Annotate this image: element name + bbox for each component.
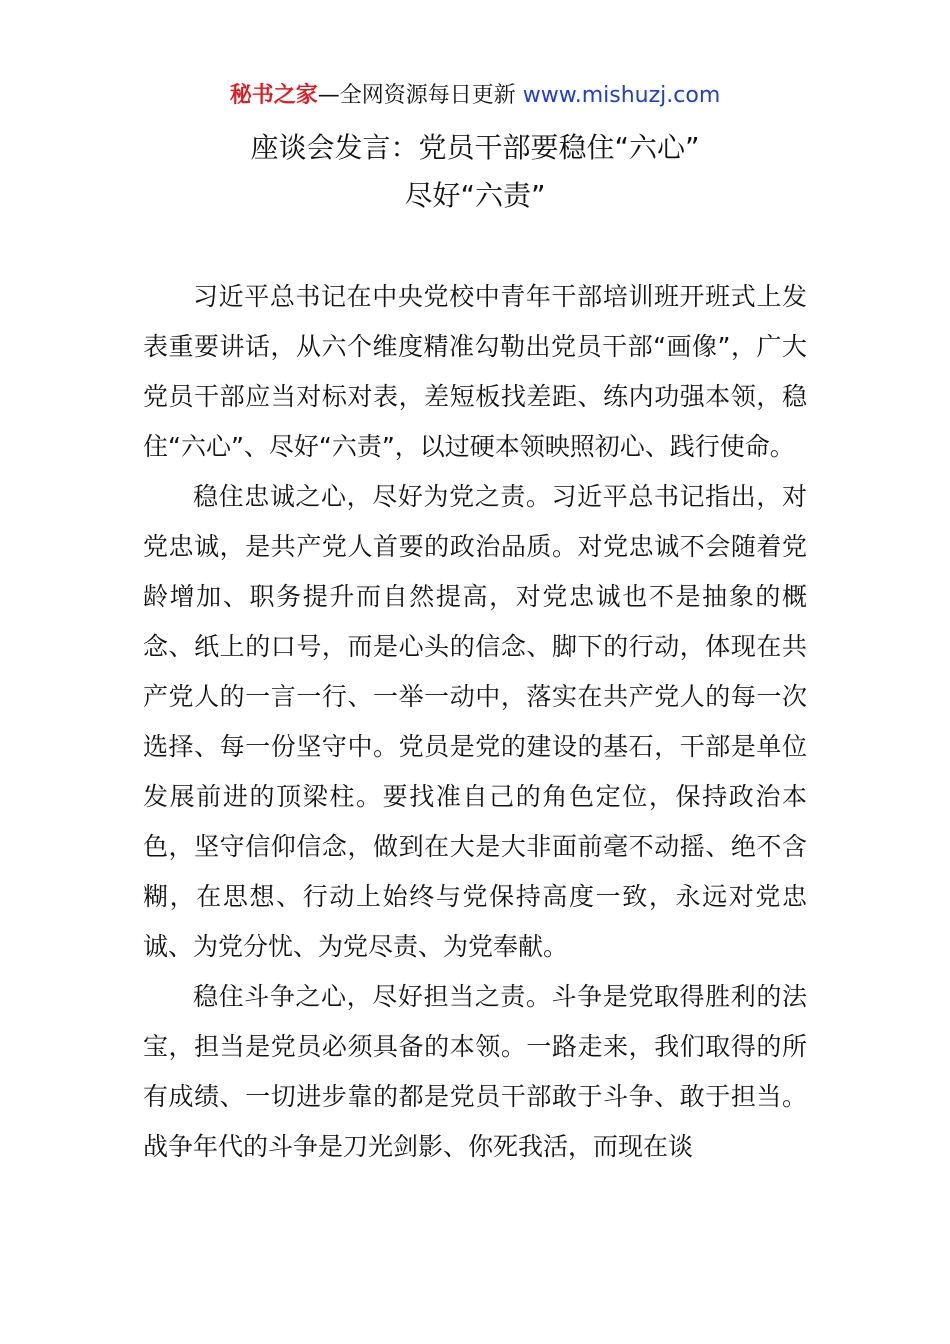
document-title-line-2: 尽好“六责” <box>404 179 546 212</box>
site-name: 秘书之家 <box>229 83 318 108</box>
paragraph-struggle: 稳住斗争之心，尽好担当之责。斗争是党取得胜利的法宝，担当是党员必须具备的本领。一路走来，我们取得的所有成绩、一切进步靠的都是党员干部敢于斗争、敢于担当。战争年代的斗争是刀光剑影、你死我活，而现在谈 <box>143 982 807 1161</box>
site-tagline: —全网资源每日更新 <box>317 83 516 108</box>
document-title-line-1: 座谈会发言：党员干部要稳住“六心” <box>250 131 700 164</box>
paragraph-intro: 习近平总书记在中央党校中青年干部培训班开班式上发表重要讲话，从六个维度精准勾勒出党员干部“画像”，广大党员干部应当对标对表，差短板找差距、练内功强本领，稳住“六心”、尽好“六责”，以过硬本领映照初心、践行使命。 <box>143 282 807 461</box>
paragraph-loyalty: 稳住忠诚之心，尽好为党之责。习近平总书记指出，对党忠诚，是共产党人首要的政治品质。对党忠诚不会随着党龄增加、职务提升而自然提高，对党忠诚也不是抽象的概念、纸上的口号，而是心头的信念、脚下的行动，体现在共产党人的一言一行、一举一动中，落实在共产党人的每一次选择、每一份坚守中。党员是党的建设的基石，干部是单位发展前进的顶梁柱。要找准自己的角色定位，保持政治本色，坚守信仰信念，做到在大是大非面前毫不动摇、绝不含糊，在思想、行动上始终与党保持高度一致，永远对党忠诚、为党分忧、为党尽责、为党奉献。 <box>143 482 807 961</box>
document-body <box>143 272 807 1172</box>
site-url-link[interactable]: www.mishuzj.com <box>522 83 721 108</box>
site-header <box>0 80 950 112</box>
